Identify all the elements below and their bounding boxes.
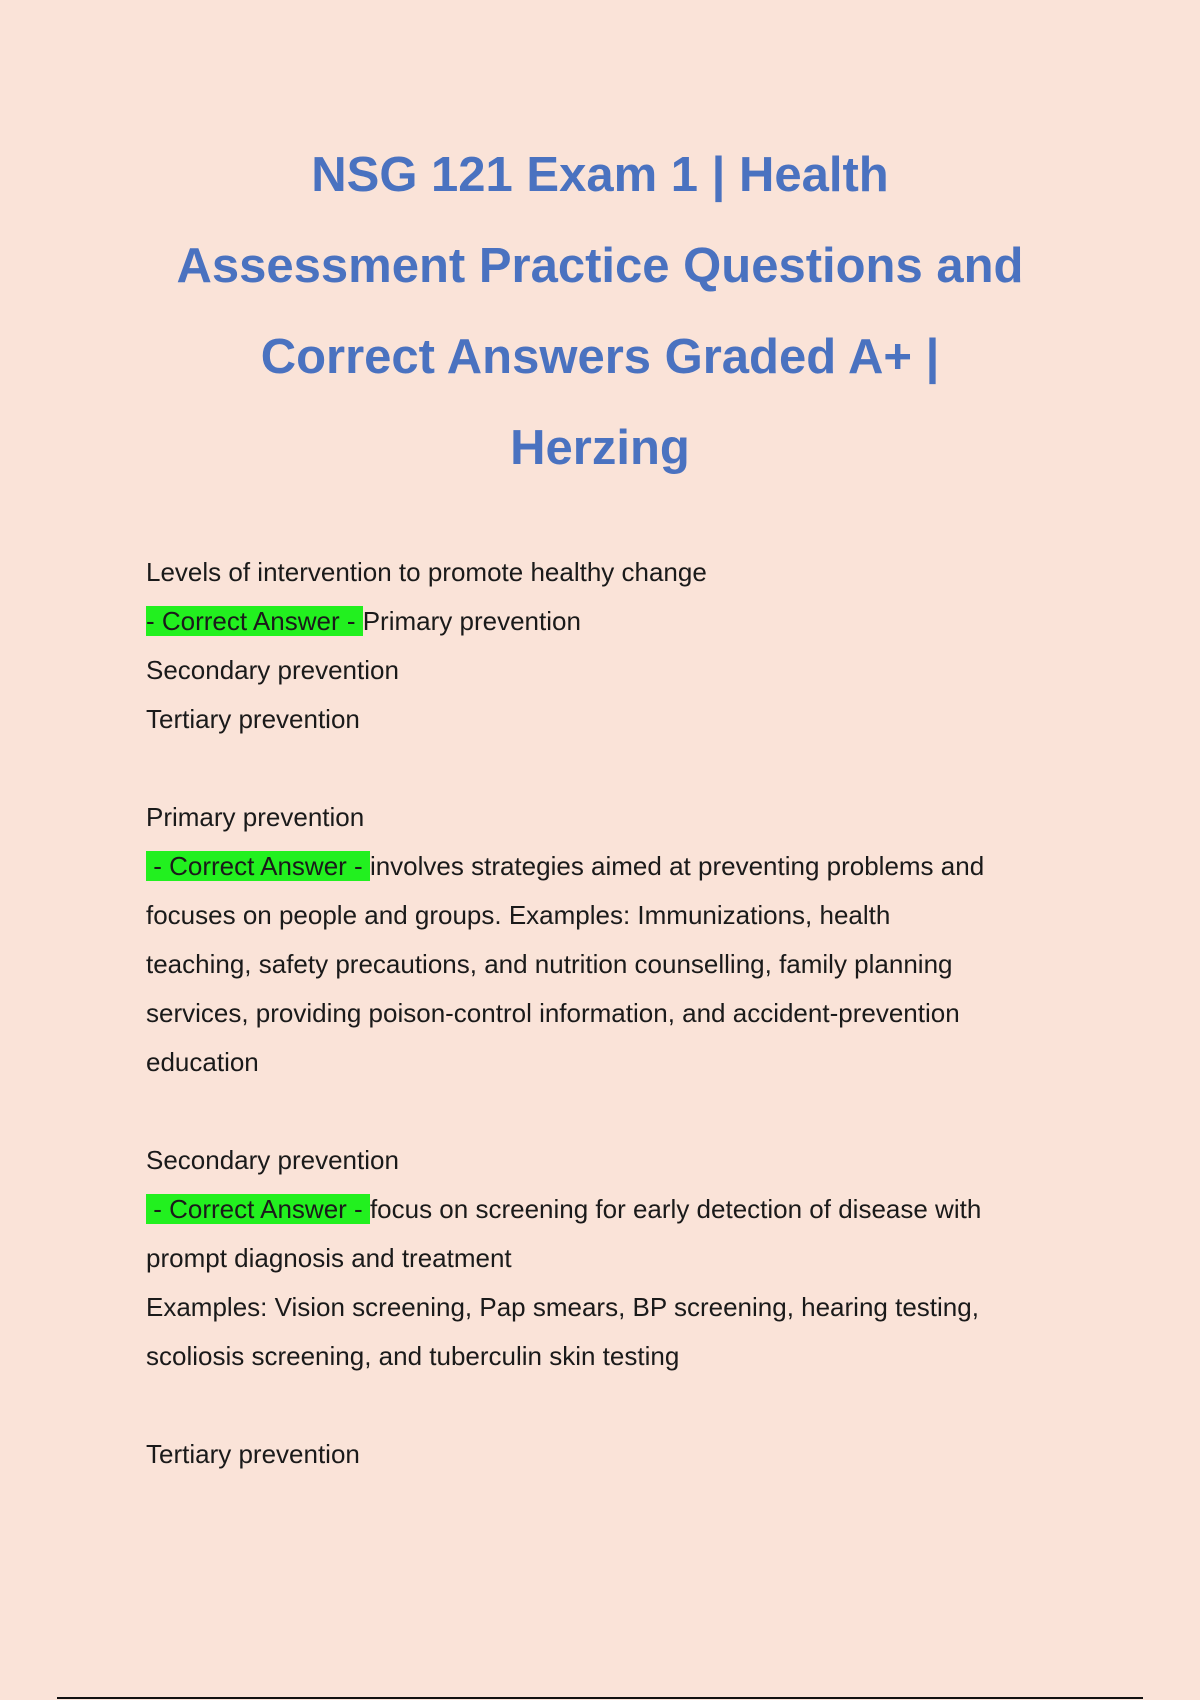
qa-content	[146, 548, 1076, 1479]
spacer	[146, 744, 1076, 793]
qa-entry	[146, 1136, 1076, 1381]
document-title	[130, 130, 1070, 494]
answer-line	[146, 597, 1076, 646]
answer-text: prompt diagnosis and treatment	[146, 1243, 512, 1273]
qa-entry	[146, 548, 1076, 744]
answer-text: services, providing poison-control information, and accident-prevention	[146, 998, 960, 1028]
correct-answer-highlight: - Correct Answer -	[146, 851, 370, 881]
answer-text: Tertiary prevention	[146, 704, 360, 734]
answer-text: teaching, safety precautions, and nutrition counselling, family planning	[146, 949, 953, 979]
title-line-3: Correct Answers Graded A+ |	[260, 330, 940, 384]
title-line-2: Assessment Practice Questions and	[176, 239, 1024, 293]
answer-text: Primary prevention	[362, 606, 581, 636]
spacer	[146, 1381, 1076, 1430]
answer-text: focuses on people and groups. Examples: Immunizations, health	[146, 900, 891, 930]
question-text: Secondary prevention	[146, 1145, 399, 1175]
footer-divider	[57, 1697, 1143, 1699]
question-text: Levels of intervention to promote healthy change	[146, 557, 707, 587]
spacer	[146, 1087, 1076, 1136]
answer-text: Examples: Vision screening, Pap smears, BP screening, hearing testing,	[146, 1292, 979, 1322]
answer-text: scoliosis screening, and tuberculin skin testing	[146, 1341, 680, 1371]
qa-entry	[146, 793, 1076, 1087]
answer-text: involves strategies aimed at preventing problems and	[369, 851, 985, 881]
answer-line	[146, 1185, 1076, 1234]
answer-text: focus on screening for early detection of disease with	[369, 1194, 982, 1224]
qa-entry	[146, 1430, 1076, 1479]
answer-text: education	[146, 1047, 259, 1077]
title-line-4: Herzing	[510, 421, 690, 475]
correct-answer-highlight: - Correct Answer -	[146, 606, 363, 636]
question-text: Primary prevention	[146, 802, 365, 832]
answer-text: Secondary prevention	[146, 655, 399, 685]
title-line-1: NSG 121 Exam 1 | Health	[311, 148, 889, 202]
question-text: Tertiary prevention	[146, 1439, 360, 1469]
answer-line	[146, 842, 1076, 891]
correct-answer-highlight: - Correct Answer -	[146, 1194, 370, 1224]
